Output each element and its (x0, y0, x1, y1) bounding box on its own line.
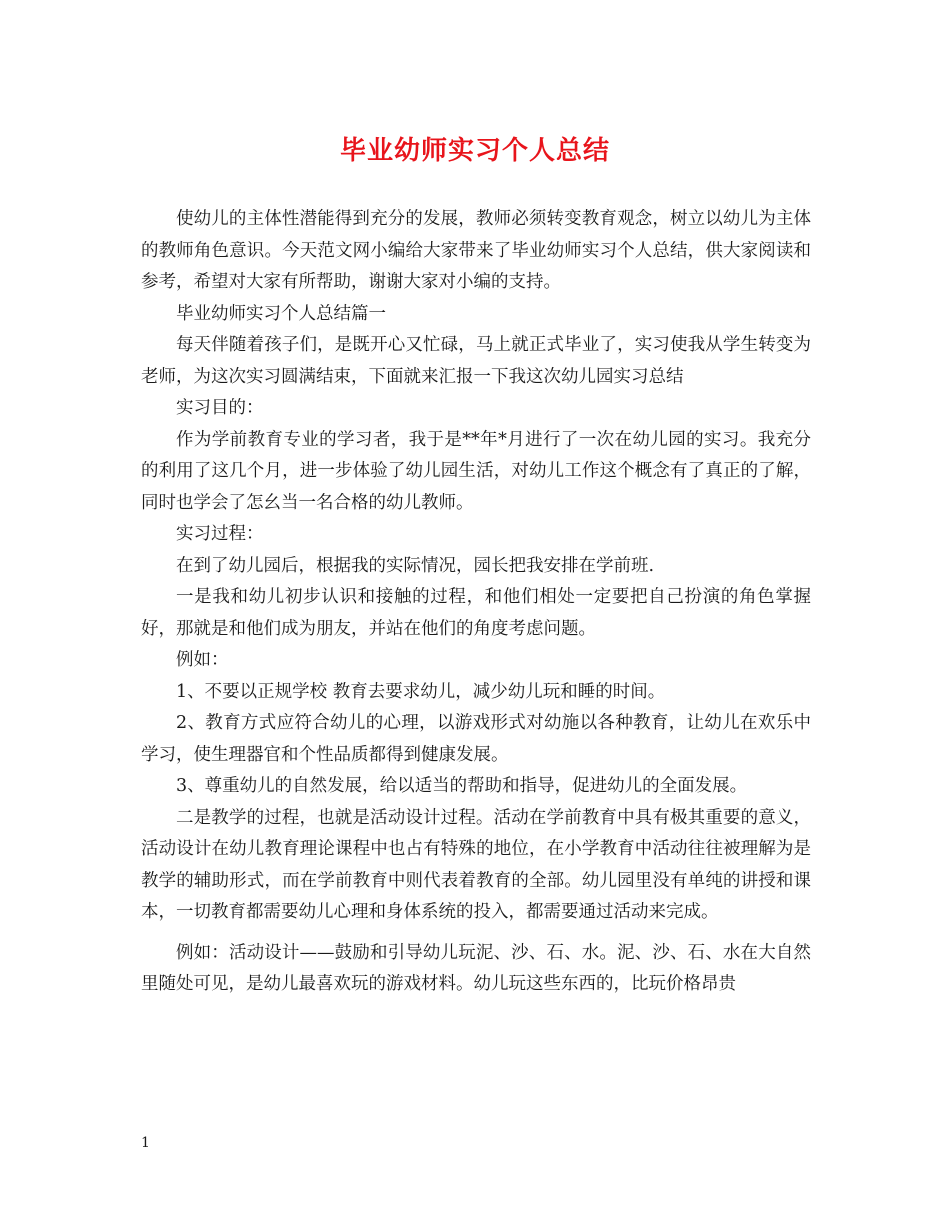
paragraph-section-heading: 毕业幼师实习个人总结篇一 (176, 303, 386, 324)
paragraph-purpose-heading: 实习目的： (176, 398, 264, 418)
paragraph-second-stage: 二是教学的过程，也就是活动设计过程。活动在学前教育中具有极其重要的意义，活动设计在幼儿教育理论课程中也占有特殊的地位，在小学教育中活动往往被理解为是教学的辅助形式，而在学前教育中则代表着教育的全部。幼儿园里没有单纯的讲授和课本，一切教育都需要幼儿心理和身体系统的投入，都需要通过活动来完成。 (141, 807, 811, 922)
document-title: 毕业幼师实习个人总结 (339, 136, 610, 166)
paragraph-purpose: 作为学前教育专业的学习者，我于是**年*月进行了一次在幼儿园的实习。我充分的利用了这几个月，进一步体验了幼儿园生活，对幼儿工作这个概念有了真正的了解，同时也学会了怎幺当一名合格的幼儿教师。 (141, 429, 811, 513)
page-number: 1 (141, 1135, 150, 1151)
paragraph-arrival: 在到了幼儿园后，根据我的实际情况，园长把我安排在学前班. (176, 555, 655, 576)
paragraph-point-2: 2、教育方式应符合幼儿的心理，以游戏形式对幼施以各种教育，让幼儿在欢乐中学习，使生理器官和个性品质都得到健康发展。 (141, 713, 811, 765)
paragraph-point-3: 3、尊重幼儿的自然发展，给以适当的帮助和指导，促进幼儿的全面发展。 (176, 776, 748, 796)
paragraph-example-heading: 例如： (176, 650, 229, 670)
paragraph-point-1: 1、不要以正规学校 教育去要求幼儿，减少幼儿玩和睡的时间。 (176, 681, 666, 702)
paragraph-process-heading: 实习过程： (176, 524, 264, 544)
paragraph-intro: 使幼儿的主体性潜能得到充分的发展，教师必须转变教育观念，树立以幼儿为主体的教师角色意识。今天范文网小编给大家带来了毕业幼师实习个人总结，供大家阅读和参考，希望对大家有所帮助，谢谢大家对小编的支持。 (141, 209, 811, 292)
paragraph-opening: 每天伴随着孩子们，是既开心又忙碌，马上就正式毕业了，实习使我从学生转变为老师，为这次实习圆满结束，下面就来汇报一下我这次幼儿园实习总结 (141, 335, 811, 387)
paragraph-first-stage: 一是我和幼儿初步认识和接触的过程，和他们相处一定要把自己扮演的角色掌握好，那就是和他们成为朋友，并站在他们的角度考虑问题。 (141, 587, 811, 639)
document-body (141, 204, 811, 1001)
paragraph-activity-example: 例如：活动设计——鼓励和引导幼儿玩泥、沙、石、水。泥、沙、石、水在大自然里随处可见，是幼儿最喜欢玩的游戏材料。幼儿玩这些东西的，比玩价格昂贵 (141, 942, 811, 994)
